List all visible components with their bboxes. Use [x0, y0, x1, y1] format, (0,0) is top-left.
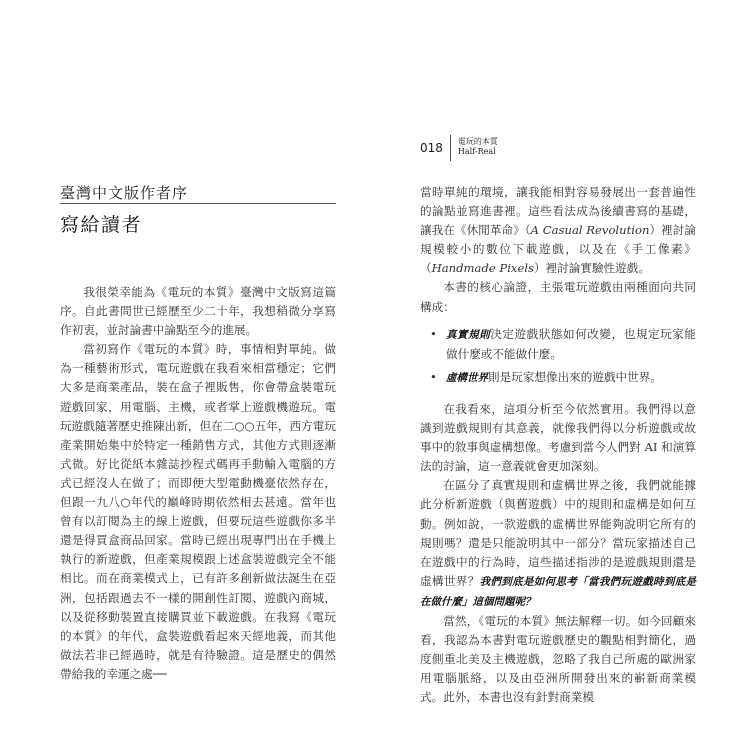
section-divider	[60, 203, 336, 204]
chapter-title: 寫給讀者	[60, 214, 143, 236]
running-head-title: 電玩的本質	[457, 137, 498, 146]
keyword: 虛構世界	[446, 371, 488, 384]
list-item	[420, 368, 696, 388]
running-head-subtitle: Half-Real	[457, 147, 496, 156]
keyword: 真實規則	[446, 328, 491, 341]
book-title-en: Handmade Pixels	[431, 261, 534, 276]
bullet-icon: •	[430, 369, 437, 384]
page-number: 018	[420, 135, 451, 161]
list-item-text: 決定遊戲狀態如何改變，也規定玩家能做什麼或不能做什麼。	[446, 326, 696, 361]
paragraph	[420, 476, 696, 612]
paragraph: 我很榮幸能為《電玩的本質》臺灣中文版寫這篇序。自此書問世已經歷至少二十年，我想稍微分享寫作初衷，並討論書中論點至今的進展。	[60, 285, 336, 338]
text-run: ）裡討論規模較小的數位下載遊戲，以及在《手工像素》（	[420, 223, 696, 276]
emphasis-text: 我們到底是如何思考「當我們玩遊戲時到底是在做什麼」這個問題呢？	[420, 575, 696, 608]
section-label: 臺灣中文版作者序	[60, 184, 189, 202]
page-header	[420, 135, 498, 161]
text-run: 在區分了真實規則和虛構世界之後，我們就能據此分析新遊戲（與舊遊戲）中的規則和虛構是如何互動。例如說，一款遊戲的虛構世界能夠說明它所有的規則嗎？還是只能說明其中一部分？當玩家描述自己在遊戲中的行為時，這些描述指涉的是遊戲規則還是虛構世界？	[420, 478, 696, 588]
text-run: ）裡討論實驗性遊戲。	[533, 261, 650, 276]
text-run: 當時單純的環境，讓我能相對容易發展出一套普遍性的論點並寫進書裡。這些看法成為後續書寫的基礎，讓我在《休閒革命》（	[420, 185, 696, 238]
bullet-list	[420, 325, 696, 388]
paragraph: 當初寫作《電玩的本質》時，事情相對單純。做為一種藝術形式，電玩遊戲在我看來相當穩定；它們大多是商業產品，裝在盒子裡販售，你會帶盒裝電玩遊戲回家，用電腦、主機，或者掌上遊戲機遊玩。電玩遊戲隨著歷史推陳出新，但在二○○五年，西方電玩產業開始集中於特定一種銷售方式，其他方式則逐漸式微。好比從紙本雜誌抄程式碼再手動輸入電腦的方式已經沒人在做了；而即便大型電動機臺依然存在，但跟一九八○年代的巔峰時期依然相去甚遠。當年也曾有以訂閱為主的線上遊戲，但要玩這些遊戲你多半還是得買盒商品回家。當時已經出現專門出在手機上執行的新遊戲，但產業規模跟上述盒裝遊戲完全不能相比。而在商業模式上，已有許多創新做法誕生在亞洲，包括跟過去不一樣的開創性訂閱、遊戲內商城，以及從移動裝置直接購買並下載遊戲。在我寫《電玩的本質》的年代，盒裝遊戲看起來天經地義，而其他做法若非已經過時，就是有待驗證。這是歷史的偶然帶給我的幸運之處──	[60, 342, 336, 681]
list-item	[420, 325, 696, 364]
running-head	[458, 135, 498, 157]
left-body-text	[60, 283, 336, 684]
right-body-text	[420, 183, 696, 707]
paragraph: 本書的核心論證，主張電玩遊戲由兩種面向共同構成：	[420, 280, 696, 314]
paragraph: 在我看來，這項分析至今依然實用。我們得以意識到遊戲規則有其意義，就像我們得以分析遊戲或故事中的敘事與虛構想像。考慮到當今人們對 AI 和演算法的討論，這一意義就會更加深刻。	[420, 401, 696, 474]
list-item-text: 則是玩家想像出來的遊戲中世界。	[488, 369, 662, 384]
bullet-icon: •	[430, 326, 437, 341]
book-title-en: A Casual Revolution	[530, 223, 650, 238]
paragraph: 當然，《電玩的本質》無法解釋一切。如今回顧來看，我認為本書對電玩遊戲歷史的觀點相對簡化，過度側重北美及主機遊戲，忽略了我自己所處的歐洲家用電腦脈絡，以及由亞洲所開發出來的嶄新商業模式。此外，本書也沒有針對商業模	[420, 613, 696, 705]
right-page	[375, 0, 750, 750]
paragraph	[420, 183, 696, 278]
